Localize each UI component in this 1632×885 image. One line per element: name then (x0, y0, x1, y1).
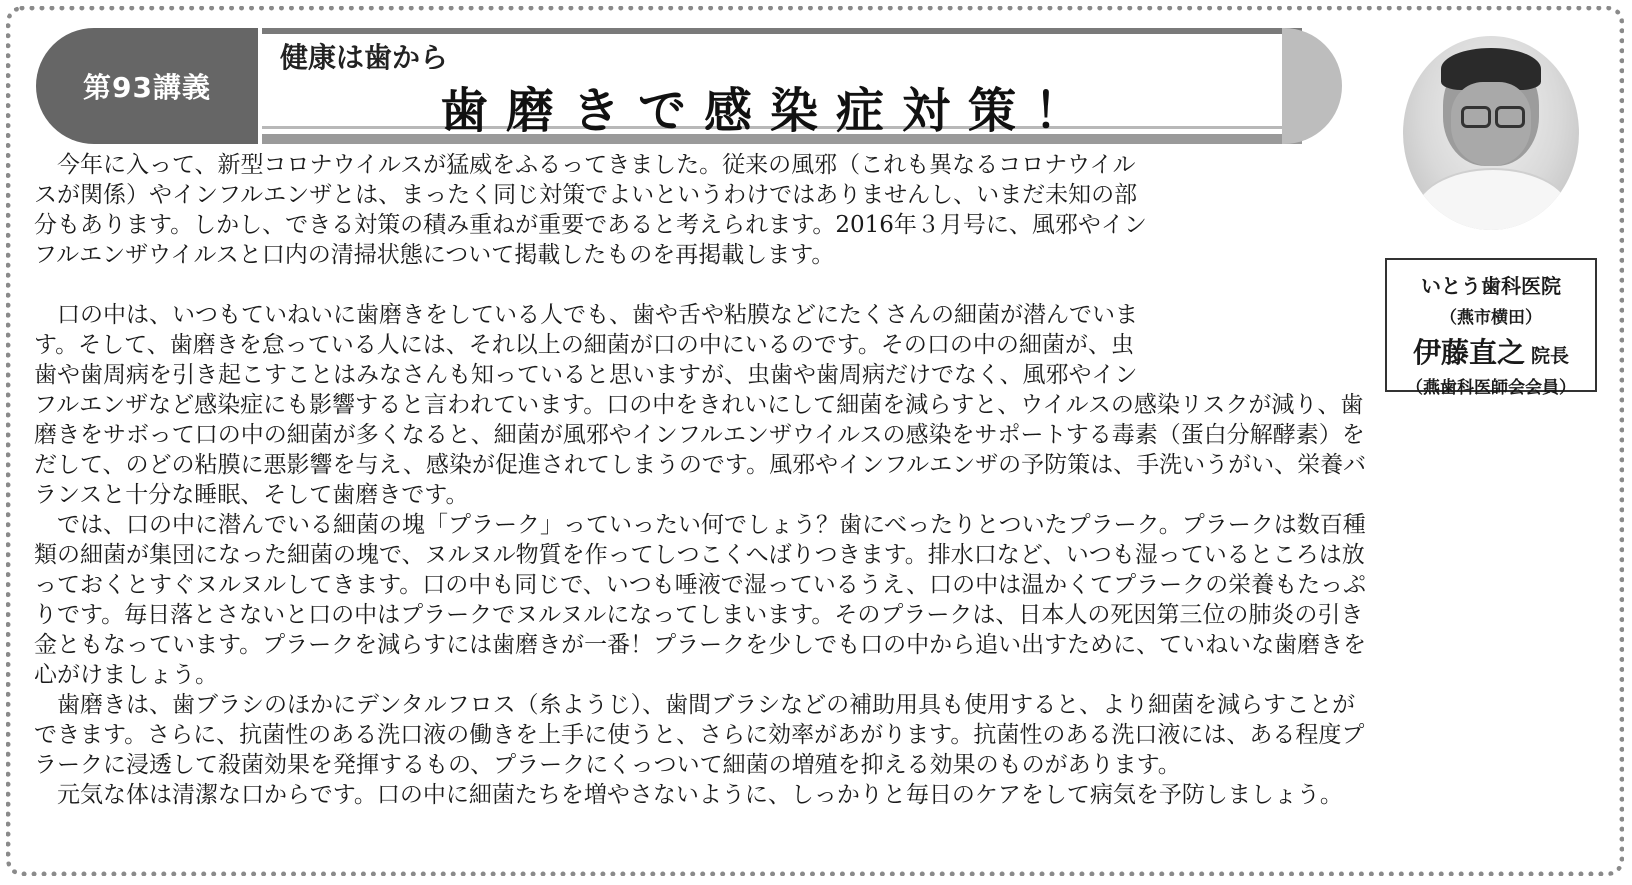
lecture-number-badge (36, 28, 258, 144)
article-body (34, 150, 1614, 810)
body-line: 磨きをサボって口の中の細菌が多くなると、細菌が風邪やインフルエンザウイルスの感染をサポートする毒素（蛋白分解酵素）を (34, 422, 1365, 448)
title-bar-top-rule (262, 28, 1302, 34)
body-line: できます。さらに、抗菌性のある洗口液の働きを上手に使うと、さらに効率があがります。抗菌性のある洗口液には、ある程度プ (34, 722, 1365, 748)
title-bar (262, 28, 1302, 144)
doctor-title: 院長 (1531, 345, 1570, 367)
intro-line: スが関係）やインフルエンザとは、まったく同じ対策でよいというわけではありませんし、いまだ未知の部 (34, 182, 1138, 208)
body-line: 歯や歯周病を引き起こすことはみなさんも知っていると思いますが、虫歯や歯周病だけでなく、風邪やイン (34, 362, 1138, 388)
body-line: ラークに浸透して殺菌効果を発揮するもの、プラークにくっついて細菌の増殖を抑える効果のものがあります。 (34, 752, 1181, 778)
body-line: では、口の中に潜んでいる細菌の塊「プラーク」っていったい何でしょう？歯にべったりとついたプラーク。プラークは数百種 (34, 512, 1366, 538)
paragraph-gap (34, 270, 1614, 300)
intro-line: 分もあります。しかし、できる対策の積み重ねが重要であると考えられます。2016年３月号に、風邪やイン (34, 212, 1147, 238)
body-line: ランスと十分な睡眠、そして歯磨きです。 (34, 482, 469, 508)
series-subtitle: 健康は歯から (280, 41, 449, 74)
article-title: 歯磨きで感染症対策！ (440, 83, 1101, 139)
photo-glasses-right (1495, 106, 1525, 128)
clinic-location: （燕市横田） (1440, 308, 1542, 328)
body-line: 歯磨きは、歯ブラシのほかにデンタルフロス（糸ようじ）、歯間ブラシなどの補助用具も使用すると、より細菌を減らすことが (34, 692, 1356, 718)
body-line: 金ともなっています。プラークを減らすには歯磨きが一番！プラークを少しでも口の中から追い出すために、ていねいな歯磨きを (34, 632, 1367, 658)
body-line: 類の細菌が集団になった細菌の塊で、ヌルヌル物質を作ってしつこくへばりつきます。排水口など、いつも湿っているところは放 (34, 542, 1365, 568)
body-line: 心がけましょう。 (34, 662, 218, 688)
body-line: りです。毎日落とさないと口の中はプラークでヌルヌルになってしまいます。そのプラークは、日本人の死因第三位の肺炎の引き (34, 602, 1364, 628)
body-line: 口の中は、いつもていねいに歯磨きをしている人でも、歯や舌や粘膜などにたくさんの細菌が潜んでいま (34, 302, 1138, 328)
body-line: だして、のどの粘膜に悪影響を与え、感染が促進されてしまうのです。風邪やインフルエンザの予防策は、手洗いうがい、栄養バ (34, 452, 1367, 478)
clinic-name: いとう歯科医院 (1421, 274, 1561, 298)
doctor-name: 伊藤直之 (1412, 336, 1525, 369)
intro-line: 今年に入って、新型コロナウイルスが猛威をふるってきました。従来の風邪（これも異なるコロナウイル (34, 152, 1136, 178)
body-line: す。そして、歯磨きを怠っている人には、それ以上の細菌が口の中にいるのです。その口の中の細菌が、虫 (34, 332, 1134, 358)
body-line: っておくとすぐヌルヌルしてきます。口の中も同じで、いつも唾液で湿っているうえ、口の中は温かくてプラークの栄養もたっぷ (34, 572, 1367, 598)
association-membership: （燕歯科医師会会員） (1406, 378, 1576, 398)
intro-line: フルエンザウイルスと口内の清掃状態について掲載したものを再掲載します。 (34, 242, 835, 268)
lecture-label: 第93講義 (83, 71, 211, 104)
body-line: フルエンザなど感染症にも影響すると言われています。口の中をきれいにして細菌を減らすと、ウイルスの感染リスクが減り、歯 (34, 392, 1364, 418)
photo-glasses-left (1461, 106, 1491, 128)
body-line: 元気な体は清潔な口からです。口の中に細菌たちを増やさないように、しっかりと毎日のケアをして病気を予防しましょう。 (34, 782, 1343, 808)
